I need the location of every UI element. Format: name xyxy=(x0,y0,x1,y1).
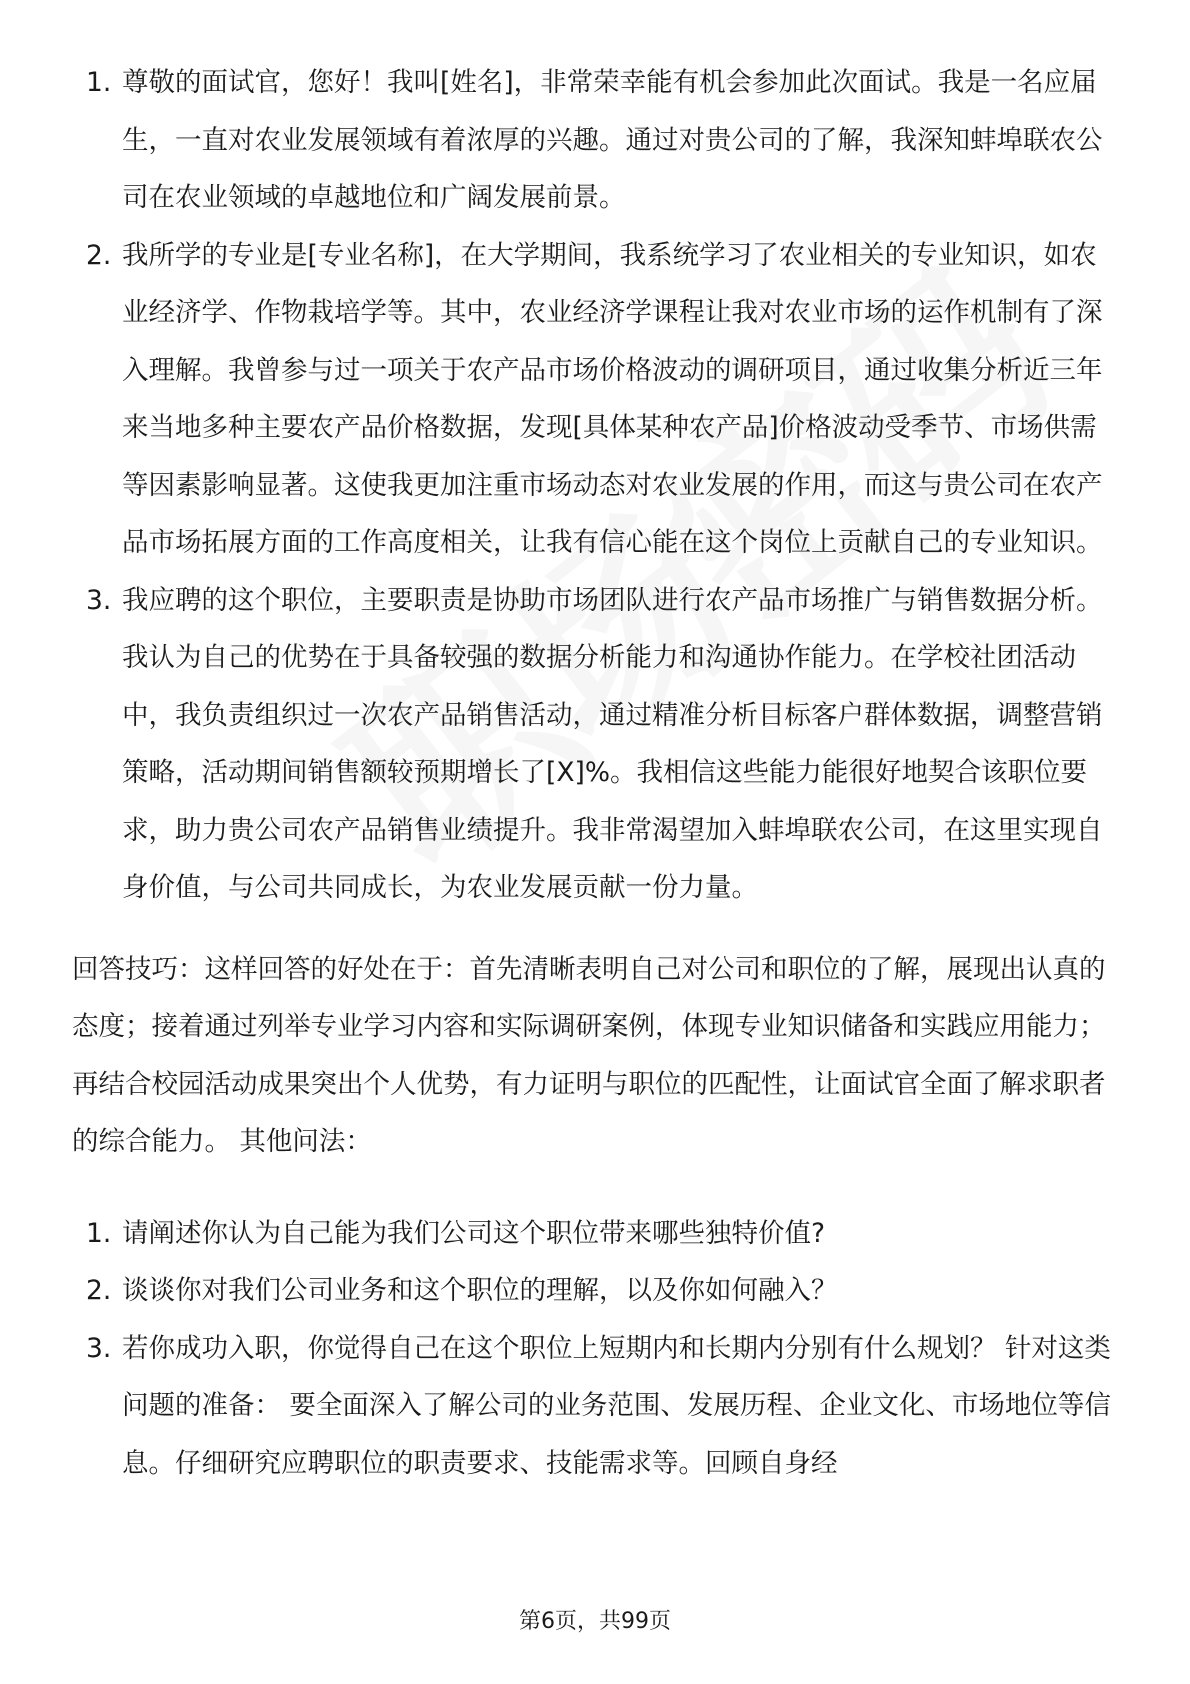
list-item-text: 我应聘的这个职位，主要职责是协助市场团队进行农产品市场推广与销售数据分析。我认为自己的优势在于具备较强的数据分析能力和沟通协作能力。在学校社团活动中，我负责组织过一次农产品销售活动，通过精准分析目标客户群体数据，调整营销策略，活动期间销售额较预期增长了[X]%。我相信这些能力能很好地契合该职位要求，助力贵公司农产品销售业绩提升。我非常渴望加入蚌埠联农公司，在这里实现自身价值，与公司共同成长，为农业发展贡献一份力量。 xyxy=(122,584,1103,903)
list-item xyxy=(72,1262,1122,1320)
page-content xyxy=(72,54,1122,1492)
list-item-text: 尊敬的面试官，您好！我叫[姓名]，非常荣幸能有机会参加此次面试。我是一名应届生，一直对农业发展领域有着浓厚的兴趣。通过对贵公司的了解，我深知蚌埠联农公司在农业领域的卓越地位和广阔发展前景。 xyxy=(122,67,1103,213)
list-item-number: 1. xyxy=(86,67,112,98)
answer-list xyxy=(72,54,1122,917)
list-item-number: 2. xyxy=(86,1275,112,1306)
list-item-text: 谈谈你对我们公司业务和这个职位的理解，以及你如何融入？ xyxy=(122,1275,838,1306)
tips-paragraph: 回答技巧：这样回答的好处在于：首先清晰表明自己对公司和职位的了解，展现出认真的态度；接着通过列举专业学习内容和实际调研案例，体现专业知识储备和实践应用能力；再结合校园活动成果突出个人优势，有力证明与职位的匹配性，让面试官全面了解求职者的综合能力。 其他问法： xyxy=(72,953,1106,1157)
list-item-text: 请阐述你认为自己能为我们公司这个职位带来哪些独特价值? xyxy=(122,1217,826,1249)
list-item xyxy=(72,1205,1122,1263)
list-item-text: 若你成功入职，你觉得自己在这个职位上短期内和长期内分别有什么规划？ 针对这类问题的准备： 要全面深入了解公司的业务范围、发展历程、企业文化、市场地位等信息。仔细研究应聘职位的职责要求、技能需求等。回顾自身经 xyxy=(122,1332,1111,1479)
list-item-number: 3. xyxy=(86,584,112,616)
list-item xyxy=(72,1320,1122,1493)
page-number-footer: 第6页，共99页 xyxy=(519,1609,671,1634)
list-item-number: 1. xyxy=(86,1217,112,1249)
list-item xyxy=(72,227,1122,572)
other-questions-list xyxy=(72,1205,1122,1493)
list-item xyxy=(72,54,1122,227)
list-item-text: 我所学的专业是[专业名称]，在大学期间，我系统学习了农业相关的专业知识，如农业经济学、作物栽培学等。其中，农业经济学课程让我对农业市场的运作机制有了深入理解。我曾参与过一项关于农产品市场价格波动的调研项目，通过收集分析近三年来当地多种主要农产品价格数据，发现[具体某种农产品]价格波动受季节、市场供需等因素影响显著。这使我更加注重市场动态对农业发展的作用，而这与贵公司在农产品市场拓展方面的工作高度相关，让我有信心能在这个岗位上贡献自己的专业知识。 xyxy=(122,239,1103,558)
list-item xyxy=(72,572,1122,917)
list-item-number: 2. xyxy=(86,239,112,271)
list-item-number: 3. xyxy=(86,1332,112,1364)
